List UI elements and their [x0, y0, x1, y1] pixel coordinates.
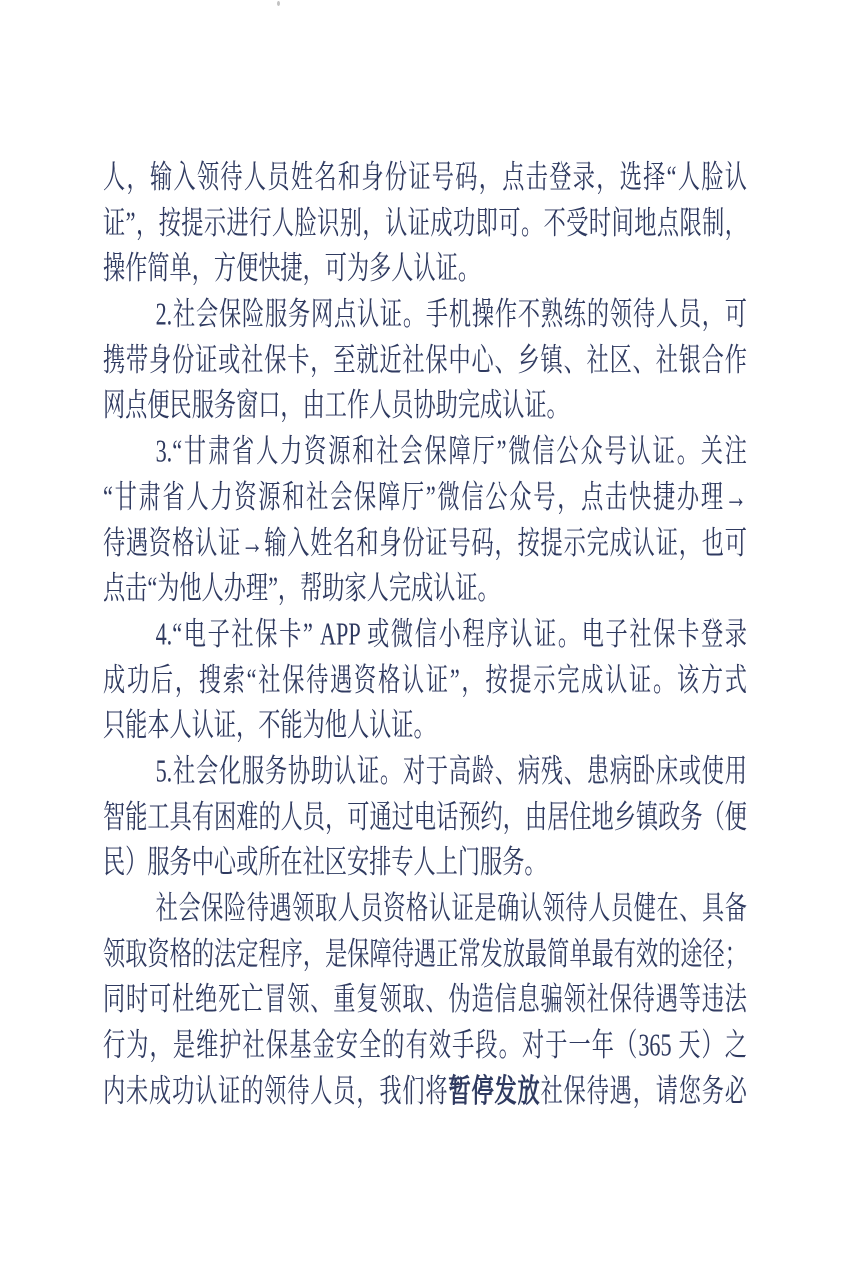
text-segment: 携带身份证或社保卡，至就近社保中心、乡镇、社区、社银合作	[103, 341, 747, 378]
text-segment: 人，输入领待人员姓名和身份证号码，点击登录，选择“人脸认	[103, 159, 747, 195]
text-segment: 点击“为他人办理”，帮助家人完成认证。	[103, 570, 500, 606]
text-segment: 领取资格的法定程序，是保障待遇正常发放最简单最有效的途径；	[103, 935, 747, 972]
text-segment: 待遇资格认证→输入姓名和身份证号码，按提示完成认证，也可	[103, 524, 747, 561]
scan-speck	[277, 1, 280, 6]
text-segment: 社会保险待遇领取人员资格认证是确认领待人员健在、具备	[155, 890, 747, 926]
text-segment: 智能工具有困难的人员，可通过电话预约，由居住地乡镇政务（便	[103, 798, 747, 835]
text-segment: 民）服务中心或所在社区安排专人上门服务。	[103, 844, 547, 880]
text-segment: 同时可杜绝死亡冒领、重复领取、伪造信息骗领社保待遇等违法	[103, 981, 747, 1017]
text-segment: 内未成功认证的领待人员，我们将	[103, 1072, 449, 1109]
text-line	[103, 1065, 747, 1119]
text-segment: 成功后，搜索“社保待遇资格认证”，按提示完成认证。该方式	[103, 661, 747, 698]
text-segment: 社保待遇，请您务必	[540, 1072, 747, 1109]
bold-text-segment: 暂停发放	[448, 1072, 541, 1109]
text-segment: 3.“甘肃省人力资源和社会保障厅”微信公众号认证。关注	[155, 433, 747, 469]
text-segment: “甘肃省人力资源和社会保障厅”微信公众号，点击快捷办理→	[103, 478, 747, 515]
text-segment: 2.社会保险服务网点认证。手机操作不熟练的领待人员，可	[155, 296, 747, 332]
text-segment: 证”，按提示进行人脸识别，认证成功即可。不受时间地点限制，	[103, 204, 747, 241]
text-segment: 5.社会化服务协助认证。对于高龄、病残、患病卧床或使用	[155, 753, 747, 789]
text-segment: 4.“电子社保卡” APP 或微信小程序认证。电子社保卡登录	[155, 616, 747, 652]
text-column	[103, 155, 747, 1114]
text-segment: 网点便民服务窗口，由工作人员协助完成认证。	[103, 387, 569, 423]
text-segment: 操作简单，方便快捷，可为多人认证。	[103, 250, 481, 286]
text-segment: 只能本人认证，不能为他人认证。	[103, 707, 436, 743]
text-segment: 行为，是维护社保基金安全的有效手段。对于一年（365 天）之	[103, 1027, 747, 1063]
